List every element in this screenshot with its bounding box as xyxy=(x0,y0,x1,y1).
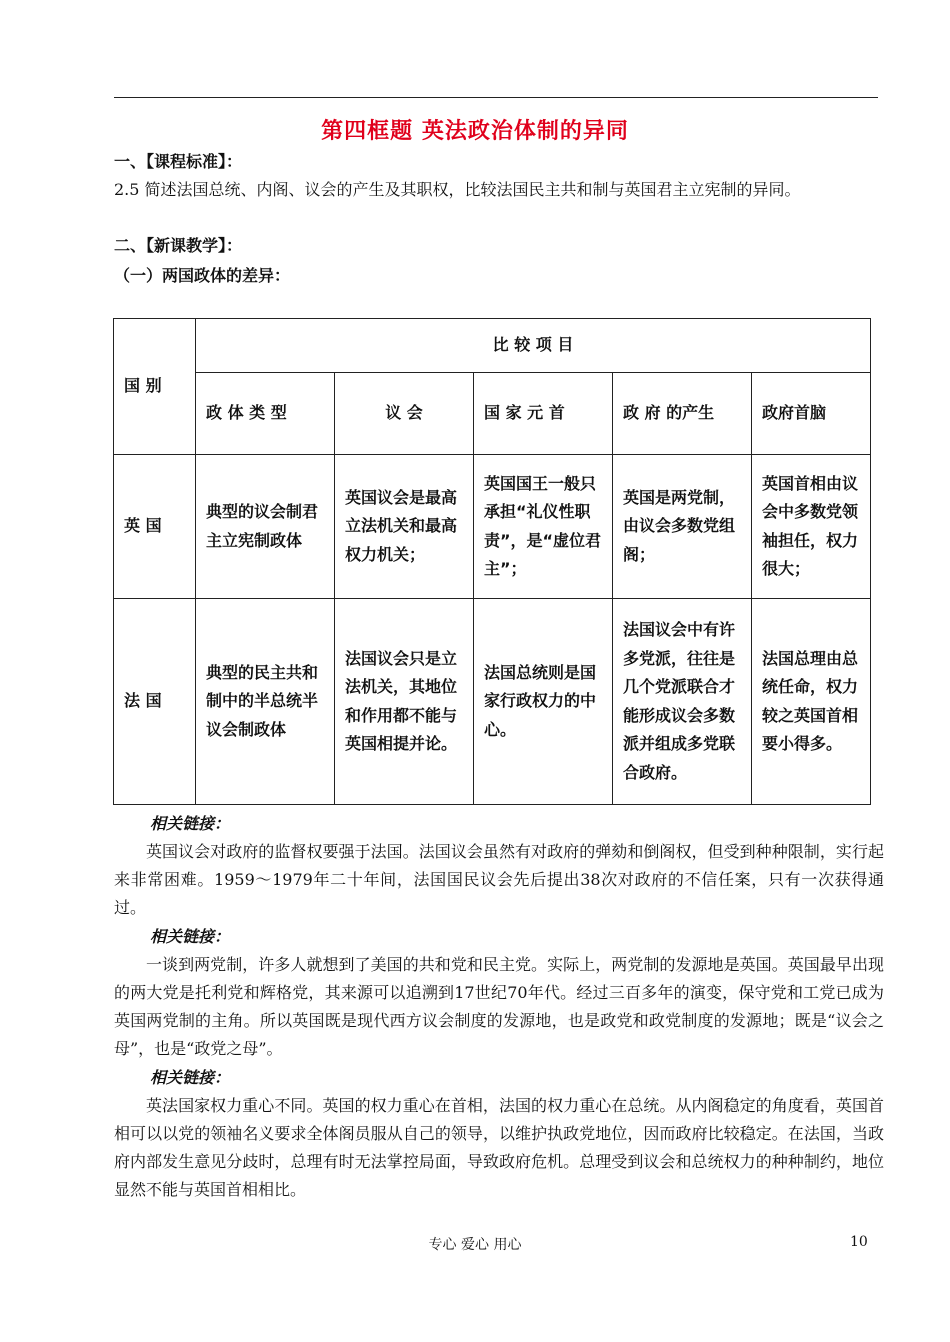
table-cell: 英国议会是最高立法机关和最高权力机关； xyxy=(335,455,474,599)
header-rule xyxy=(114,97,878,98)
related-link-text: 英国议会对政府的监督权要强于法国。法国议会虽然有对政府的弹劾和倒阁权，但受到种种限制，实行起来非常困难。1959～1979年二十年间，法国国民议会先后提出38次对政府的不信任案，只有一次获得通过。 xyxy=(114,842,884,917)
table-cell: 典型的议会制君主立宪制政体 xyxy=(196,455,335,599)
country-header: 国 别 xyxy=(114,319,196,455)
country-cell: 法 国 xyxy=(114,599,196,805)
table-cell: 法国议会只是立法机关，其地位和作用都不能与英国相提并论。 xyxy=(335,599,474,805)
table-cell: 英国首相由议会中多数党领袖担任，权力很大； xyxy=(752,455,871,599)
table-row-france xyxy=(114,599,871,805)
country-cell: 英 国 xyxy=(114,455,196,599)
comparison-table xyxy=(113,318,871,805)
related-link-label: 相关链接： xyxy=(150,1068,231,1087)
section-1-text: 2.5 简述法国总统、内阁、议会的产生及其职权，比较法国民主共和制与英国君主立宪制的异同。 xyxy=(114,180,801,199)
related-link-label: 相关链接： xyxy=(150,927,231,946)
column-header: 政 体 类 型 xyxy=(196,373,335,455)
related-link-text: 英法国家权力重心不同。英国的权力重心在首相，法国的权力重心在总统。从内阁稳定的角度看，英国首相可以以党的领袖名义要求全体阁员服从自己的领导，以维护执政党地位，因而政府比较稳定。在法国，当政府内部发生意见分歧时，总理有时无法掌控局面，导致政府危机。总理受到议会和总统权力的种种制约，地位显然不能与英国首相相比。 xyxy=(114,1096,884,1199)
column-header: 政 府 的产生 xyxy=(613,373,752,455)
table-cell: 典型的民主共和制中的半总统半议会制政体 xyxy=(196,599,335,805)
table-cell: 法国总理由总统任命，权力较之英国首相要小得多。 xyxy=(752,599,871,805)
table-cell: 法国总统则是国家行政权力的中心。 xyxy=(474,599,613,805)
related-link-label: 相关链接： xyxy=(150,814,231,833)
section-1-heading: 一、【课程标准】： xyxy=(114,152,243,171)
table-cell: 英国是两党制，由议会多数党组阁； xyxy=(613,455,752,599)
page-footer: 专心 爱心 用心 xyxy=(428,1237,522,1253)
column-header: 议 会 xyxy=(335,373,474,455)
section-2-subheading: （一）两国政体的差异： xyxy=(114,266,291,285)
table-cell: 英国国王一般只承担“礼仪性职责”，是“虚位君主”； xyxy=(474,455,613,599)
section-2-heading: 二、【新课教学】： xyxy=(114,236,243,255)
page-title: 第四框题 英法政治体制的异同 xyxy=(321,119,629,144)
related-link-text: 一谈到两党制，许多人就想到了美国的共和党和民主党。实际上，两党制的发源地是英国。英国最早出现的两大党是托利党和辉格党，其来源可以追溯到17世纪70年代。经过三百多年的演变，保守党和工党已成为英国两党制的主角。所以英国既是现代西方议会制度的发源地，也是政党和政党制度的发源地；既是“议会之母”，也是“政党之母”。 xyxy=(114,955,884,1058)
column-header: 政府首脑 xyxy=(752,373,871,455)
table-row-uk xyxy=(114,455,871,599)
page-number: 10 xyxy=(850,1234,868,1250)
compare-header: 比 较 项 目 xyxy=(196,319,871,373)
column-header: 国 家 元 首 xyxy=(474,373,613,455)
table-cell: 法国议会中有许多党派，往往是几个党派联合才能形成议会多数派并组成多党联合政府。 xyxy=(613,599,752,805)
